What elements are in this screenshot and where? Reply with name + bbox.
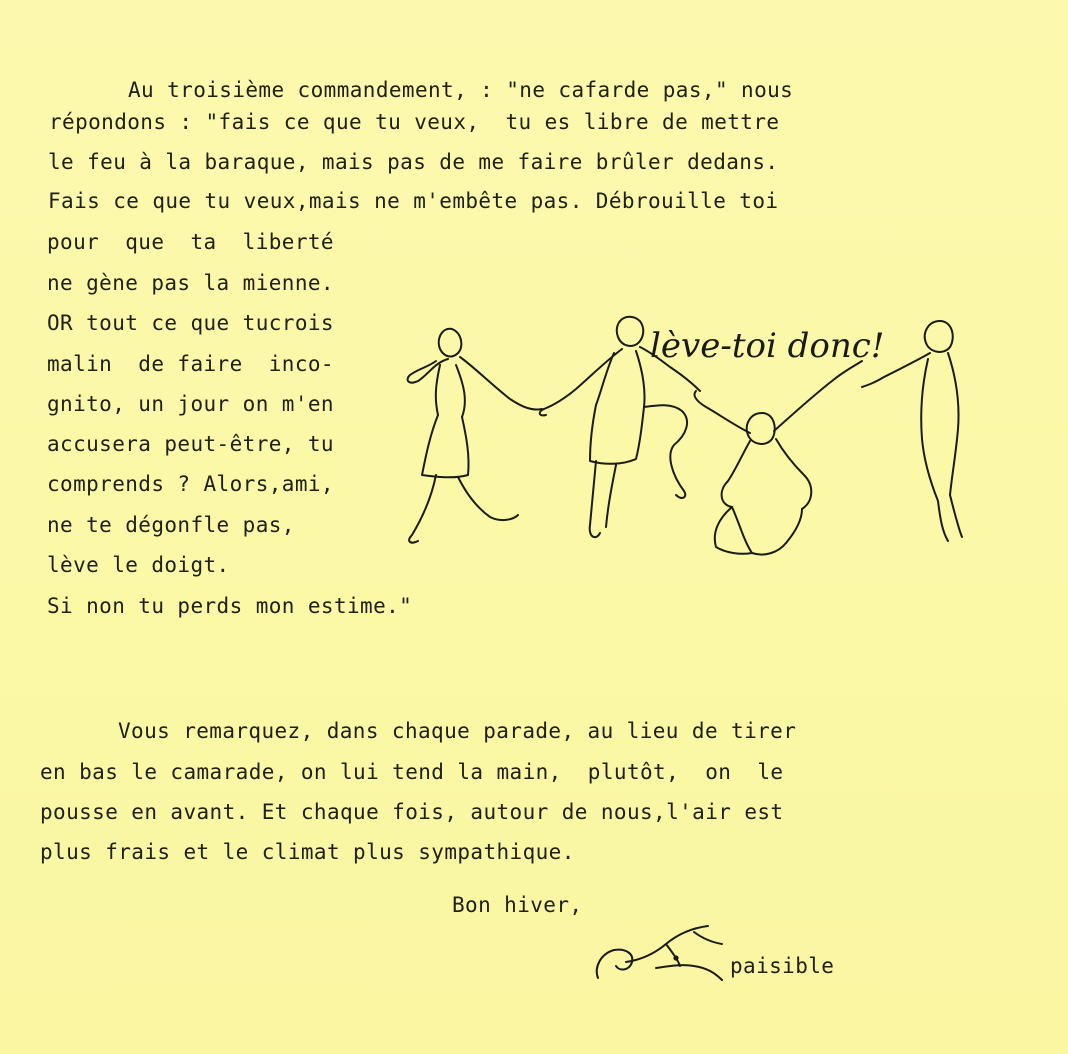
dancing-figures-illustration (400, 305, 970, 565)
paragraph1-column-line-3: OR tout ce que tucrois (47, 311, 334, 335)
figure-left-icon (408, 329, 542, 543)
paragraph1-column-line-2: ne gène pas la mienne. (47, 271, 334, 295)
paragraph1-column-line-10: Si non tu perds mon estime." (47, 594, 413, 618)
paragraph1-column-line-5: gnito, un jour on m'en (47, 392, 334, 416)
paragraph1-column-line-8: ne te dégonfle pas, (47, 513, 295, 537)
paragraph1-column-line-6: accusera peut-être, tu (47, 432, 334, 456)
paragraph1-line-4: Fais ce que tu veux,mais ne m'embête pas. Débrouille toi (48, 189, 779, 213)
closing-greeting: Bon hiver, (452, 893, 583, 917)
paragraph1-line-3: le feu à la baraque, mais pas de me faire brûler dedans. (48, 150, 779, 174)
paragraph2-line-1: Vous remarquez, dans chaque parade, au lieu de tirer (118, 719, 797, 743)
paragraph1-column-line-4: malin de faire inco- (47, 352, 334, 376)
paragraph2-line-2: en bas le camarade, on lui tend la main, plutôt, on le (40, 760, 784, 784)
paragraph2-line-4: plus frais et le climat plus sympathique. (40, 840, 575, 864)
paragraph1-line-1: Au troisième commandement, : "ne cafarde pas," nous (128, 78, 794, 102)
paragraph1-column-line-7: comprends ? Alors,ami, (47, 472, 334, 496)
figure-crouching-icon (694, 361, 862, 555)
illustration-caption: lève-toi donc! (650, 326, 885, 366)
paragraph1-line-2: répondons : "fais ce que tu veux, tu es libre de mettre (49, 110, 780, 134)
closing-signature: paisible (730, 954, 835, 978)
paragraph1-column-line-1: pour que ta liberté (47, 230, 334, 254)
paragraph1-column-line-9: lève le doigt. (47, 553, 230, 577)
bird-icon (590, 920, 735, 990)
paragraph2-line-3: pousse en avant. Et chaque fois, autour de nous,l'air est (40, 800, 784, 824)
